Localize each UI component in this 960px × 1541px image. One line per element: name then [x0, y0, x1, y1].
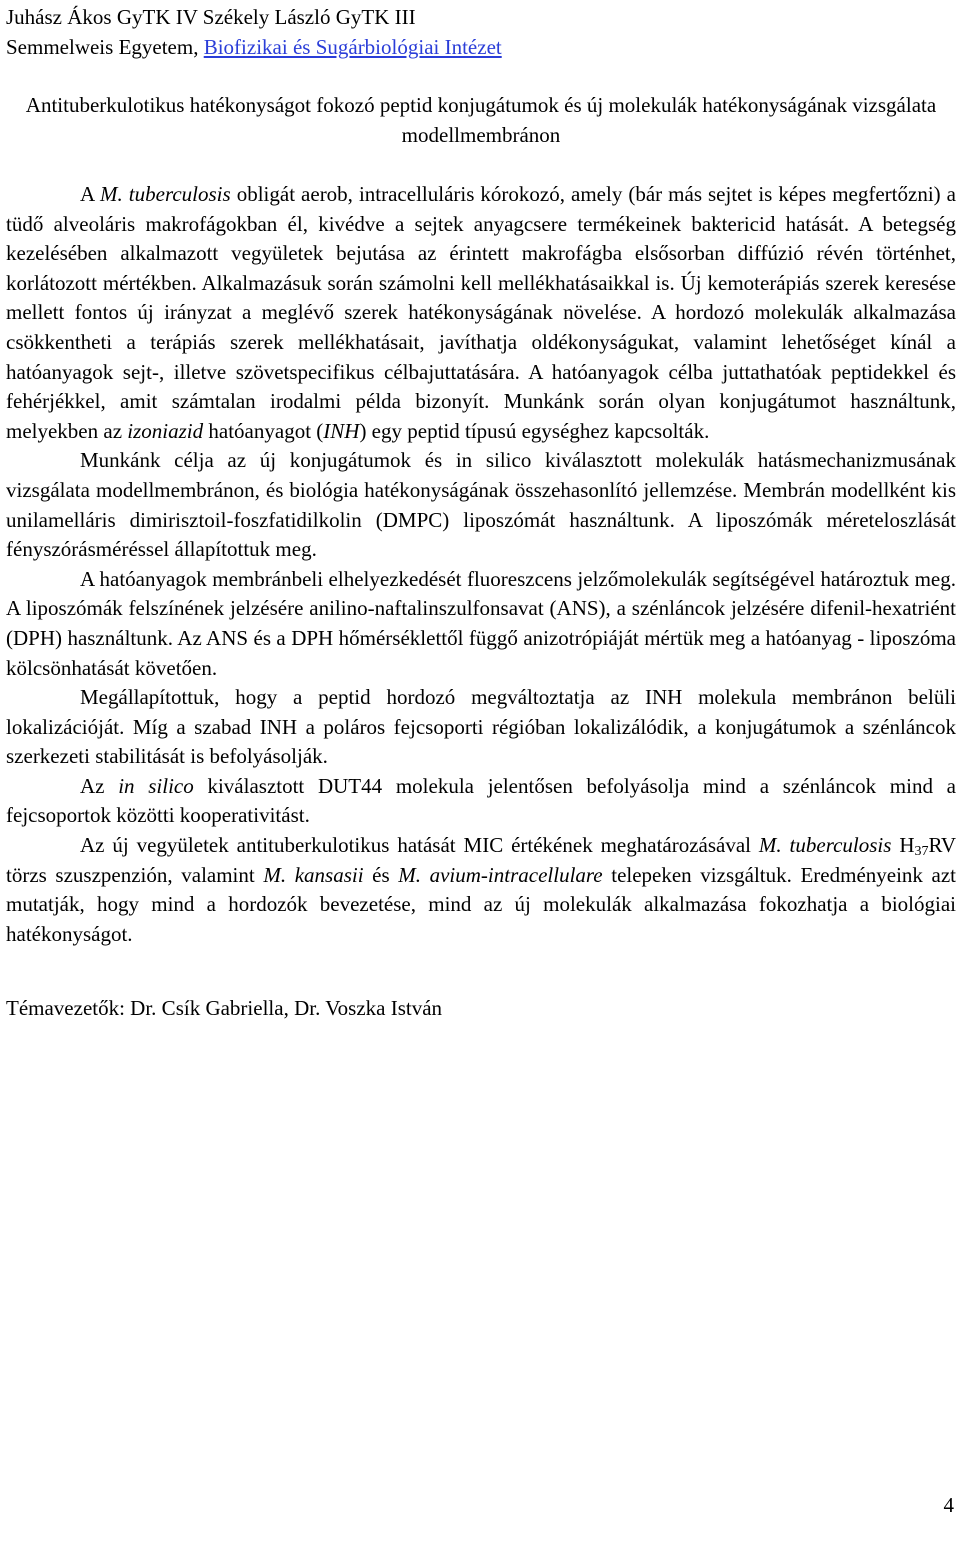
text-run: RV törzs szuszpenzión, valamint — [6, 833, 956, 887]
text-run: hatóanyagot ( — [203, 418, 324, 443]
paragraph-6 — [6, 831, 956, 949]
text-run: Az — [80, 773, 119, 798]
paragraph-4: Megállapítottuk, hogy a peptid hordozó megváltoztatja az INH molekula membránon belüli lokalizációját. Míg a szabad INH a poláros fejcsoporti régióban lokalizálódik, a konjugátumok a szénláncok szerkezeti stabilitását is befolyásolják. — [6, 685, 956, 769]
document-page — [6, 2, 956, 1023]
institute-link[interactable]: Biofizikai és Sugárbiológiai Intézet — [203, 35, 502, 59]
paragraph-5 — [6, 772, 956, 831]
italic-term: in silico — [118, 773, 194, 798]
page-number: 4 — [943, 1493, 954, 1517]
species-name: M. tuberculosis — [758, 833, 892, 858]
authors-line: Juhász Ákos GyTK IV Székely László GyTK III — [6, 5, 416, 29]
affiliation-line — [6, 32, 956, 62]
text-run: telepeken vizsgáltuk. Eredményeink azt mutatják, hogy mind a hordozók bevezetése, mind az új molekulák alkalmazása fokozhatja a biológiai hatékonyságot. — [6, 862, 957, 946]
text-run: H — [891, 833, 915, 858]
paragraph-2: Munkánk célja az új konjugátumok és in silico kiválasztott molekulák hatásmechanizmusának vizsgálata modellmembránon, és biológia hatékonyságának összehasonlító jellemzése. Membrán modellként kis unilamelláris dimirisztoil-foszfatidilkolin (DMPC) liposzómát használtunk. A liposzómák méreteloszlását fényszórásméréssel állapítottuk meg. — [6, 448, 956, 562]
abstract-title: Antituberkulotikus hatékonyságot fokozó peptid konjugátumok és új molekulák hatékonyságának vizsgálata modellmembránon — [25, 93, 937, 147]
paragraph-1 — [6, 180, 956, 446]
supervisors-line: Témavezetők: Dr. Csík Gabriella, Dr. Voszka István — [6, 996, 443, 1021]
text-run: A — [80, 182, 101, 206]
drug-abbreviation: INH — [323, 418, 360, 443]
text-run: ) egy peptid típusú egységhez kapcsolták. — [359, 418, 710, 443]
text-run: Az új vegyületek antituberkulotikus hatását MIC értékének meghatározásával — [80, 833, 759, 858]
text-run: és — [363, 862, 399, 887]
text-run: obligát aerob, intracelluláris kórokozó, amely (bár más sejtet is képes megfertőzni) a tüdő alveoláris makrofágokban él, kivédve a sejtek anyagcsere termékeinek baktericid hatását. A betegség kezelésében alkalmazott vegyületek bejutása az érintett makrofágba elsősorban diffúzió révén történhet, korlátozott mértékben. Alkalmazásuk során számolni kell mellékhatásaikkal is. Új kemoterápiás szerek keresése mellett fontos új irányzat a meglévő szerek hatékonyságának növelése. A hordozó molekulák alkalmazása csökkentheti a terápiás szerek mellékhatásait, javíthatja oldékonyságukat, valamint lehetőséget kínál a hatóanyagok sejt-, illetve szövetspecifikus célbajuttatására. A hatóanyagok célba juttathatóak peptidekkel és fehérjékkel, amit számtalan irodalmi példa bizonyít. Munkánk során olyan konjugátumot használtunk, melyekben az — [6, 182, 956, 443]
strain-subscript: 37 — [914, 844, 929, 860]
species-name: M. kansasii — [263, 862, 364, 887]
drug-name: izoniazid — [127, 418, 204, 443]
species-name: M. tuberculosis — [100, 182, 231, 206]
paragraph-3: A hatóanyagok membránbeli elhelyezkedését fluoreszcens jelzőmolekulák segítségével határoztuk meg. A liposzómák felszínének jelzésére anilino-naftalinszulfonsavat (ANS), a szénláncok jelzésére difenil-hexatriént (DPH) használtunk. Az ANS és a DPH hőmérséklettől függő anizotrópiáját mértük meg a hatóanyag - liposzóma kölcsönhatását követően. — [6, 566, 956, 680]
abstract-body — [6, 180, 956, 949]
affiliation-university: Semmelweis Egyetem, — [6, 35, 204, 59]
species-name: M. avium-intracellulare — [398, 862, 603, 887]
text-run: kiválasztott DUT44 molekula jelentősen befolyásolja mind a szénláncok mind a fejcsoportok közötti kooperativitást. — [6, 773, 956, 828]
